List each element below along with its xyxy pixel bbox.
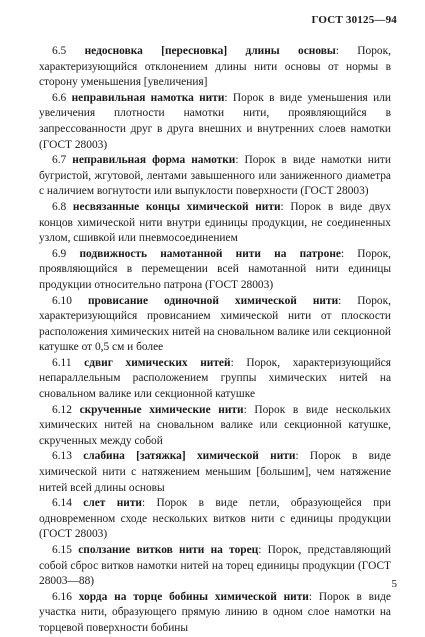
entry-term: неправильная намотка нити: [71, 91, 225, 104]
entry-number: 6.13: [52, 450, 72, 463]
entry-definition: : Порок в виде нескольких химических нитей на сновальном валике или секционной катушке, скрученных между собой: [39, 403, 391, 447]
terms-list: [39, 44, 391, 637]
term-entry-6-5: [39, 44, 391, 91]
entry-term: сползание витков нити на торец: [78, 544, 259, 556]
entry-number: 6.14: [52, 497, 72, 510]
term-entry-6-14: [39, 496, 391, 543]
entry-definition: : Порок в виде петли, образующейся при одновременном сходе нескольких витков нити с единицы продукции (ГОСТ 28003): [39, 497, 391, 541]
term-entry-6-9: [39, 247, 391, 294]
entry-definition: : Порок в виде двух концов химической нити внутри единицы продукции, не соединенных узлом, сшивкой или пневмосоединением: [39, 200, 391, 245]
entry-definition: : Порок в виде участка нити, образующего прямую линию в одном слое намотки на торцевой поверхности бобины: [39, 590, 391, 634]
entry-definition: : Порок, представляющий собой сброс витков намотки нитей на торец единицы продукции (ГОСТ 28003—88): [39, 544, 391, 588]
term-entry-6-16: [39, 590, 391, 637]
entry-definition: : Порок в виде уменьшения или увеличения плотности намотки нити, проявляющийся в запрессованности друг в друга внешних и внутренних слоев намотки (ГОСТ 28003): [39, 91, 392, 151]
entry-term: слабина [затяжка] химической нити: [83, 450, 296, 463]
entry-definition: : Порок, характеризующийся отклонением длины нити основы от нормы в сторону уменьшения [увеличения]: [39, 45, 391, 89]
entry-definition: : Порок, характеризующийся провисанием химической нити от плоскости расположения химических нитей на сновальном валике или секционной катушке от 0,5 см и более: [39, 294, 391, 354]
entry-term: слет нити: [83, 497, 142, 510]
entry-definition: : Порок, проявляющийся в перемещении всей намотанной нити единицы продукции относительно патрона (ГОСТ 28003): [39, 247, 391, 291]
entry-number: 6.16: [52, 590, 72, 603]
entry-definition: : Порок в виде намотки нити бугристой, жгутовой, лентами завышенного или заниженного диаметра с наличием вогнутости или выпуклости поверхности (ГОСТ 28003): [39, 154, 391, 198]
document-code-header: ГОСТ 30125—94: [311, 14, 397, 26]
entry-number: 6.12: [52, 403, 72, 416]
term-entry-6-11: [39, 356, 391, 403]
entry-term: сдвиг химических нитей: [84, 356, 231, 369]
page-number: 5: [391, 578, 397, 590]
term-entry-6-6: [39, 91, 391, 153]
term-entry-6-10: [39, 294, 391, 356]
entry-number: 6.9: [52, 247, 67, 260]
entry-number: 6.7: [52, 154, 67, 167]
term-entry-6-7: [39, 153, 391, 200]
entry-number: 6.6: [52, 91, 67, 104]
entry-term: недосновка [пересновка] длины основы: [84, 45, 336, 57]
entry-definition: : Порок, характеризующийся непараллельным расположением группы химических нитей на сновальном валике или секционной катушке: [39, 356, 391, 401]
entry-term: хорда на торце бобины химической нити: [78, 590, 309, 603]
entry-number: 6.11: [52, 356, 72, 369]
entry-definition: : Порок в виде химической нити с натяжением меньшим [большим], чем натяжение нитей всей длины основы: [39, 450, 391, 494]
entry-number: 6.10: [52, 294, 72, 307]
term-entry-6-8: [39, 200, 391, 247]
entry-term: провисание одиночной химической нити: [87, 294, 339, 307]
term-entry-6-15: [39, 543, 391, 590]
term-entry-6-13: [39, 449, 391, 496]
entry-number: 6.8: [52, 200, 67, 213]
entry-term: неправильная форма намотки: [72, 154, 236, 167]
term-entry-6-12: [39, 403, 391, 450]
entry-number: 6.5: [52, 45, 67, 57]
entry-term: скрученные химические нити: [79, 403, 244, 416]
entry-number: 6.15: [52, 544, 72, 556]
entry-term: несвязанные концы химической нити: [72, 200, 281, 213]
entry-term: подвижность намотанной нити на патроне: [79, 247, 341, 260]
